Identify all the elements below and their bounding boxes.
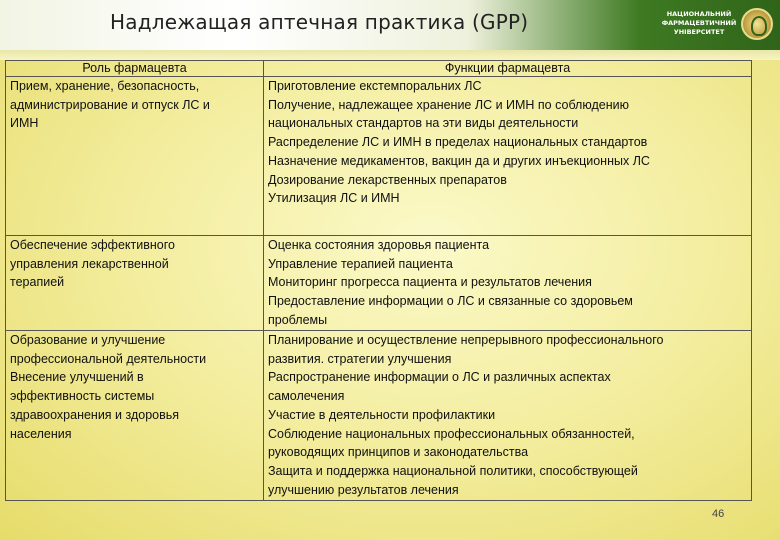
function-line: развития. стратегии улучшения xyxy=(268,351,452,366)
university-seal-icon xyxy=(741,8,773,40)
function-line: Назначение медикаментов, вакцин да и других инъекционных ЛС xyxy=(268,153,650,168)
header-band xyxy=(0,50,780,60)
role-line: Внесение улучшений в xyxy=(10,370,144,385)
gpp-table xyxy=(5,60,752,501)
function-line: Участие в деятельности профилактики xyxy=(268,407,496,422)
logo-line: ФАРМАЦЕВТИЧНИЙ xyxy=(661,19,737,27)
function-line: Утилизация ЛС и ИМН xyxy=(268,191,400,206)
logo-line: УНІВЕРСИТЕТ xyxy=(673,28,725,36)
role-line: управления лекарственной xyxy=(10,256,169,271)
function-line: Защита и поддержка национальной политики, способствующей xyxy=(268,463,638,478)
function-line: Дозирование лекарственных препаратов xyxy=(268,172,507,187)
role-cell xyxy=(6,236,264,331)
function-line: Оценка состояния здоровья пациента xyxy=(268,238,490,252)
function-line: Соблюдение национальных профессиональных обязанностей, xyxy=(268,426,635,441)
role-line: здравоохранения и здоровья xyxy=(10,407,180,422)
role-line: населения xyxy=(10,426,72,441)
role-line: администрирование и отпуск ЛС и xyxy=(10,97,210,112)
role-line: Прием, хранение, безопасность, xyxy=(10,79,200,93)
function-line: Управление терапией пациента xyxy=(268,256,453,271)
function-line: проблемы xyxy=(268,312,328,327)
role-cell xyxy=(6,331,264,501)
function-line: Распространение информации о ЛС и различных аспектах xyxy=(268,370,611,385)
page-title: Надлежащая аптечная практика (GPP) xyxy=(110,10,529,34)
role-line: Обеспечение эффективного xyxy=(10,238,175,252)
function-line: Приготовление екстемпоральних ЛС xyxy=(268,79,482,93)
logo-line: НАЦИОНАЛЬНИЙ xyxy=(666,10,732,18)
table-row xyxy=(6,77,752,236)
university-logo-text xyxy=(658,10,740,37)
function-line: руководящих принципов и законодательства xyxy=(268,445,529,460)
role-cell xyxy=(6,77,264,236)
role-line: терапией xyxy=(10,275,65,290)
column-header-functions: Функции фармацевта xyxy=(264,61,752,77)
functions-cell xyxy=(264,236,752,331)
role-line: Образование и улучшение xyxy=(10,333,166,347)
table-header-row xyxy=(6,61,752,77)
function-line: Планирование и осуществление непрерывного профессионального xyxy=(268,333,664,347)
table-row xyxy=(6,236,752,331)
function-line: Получение, надлежащее хранение ЛС и ИМН по соблюдению xyxy=(268,97,629,112)
functions-cell xyxy=(264,77,752,236)
functions-cell xyxy=(264,331,752,501)
function-line: Распределение ЛС и ИМН в пределах национальных стандартов xyxy=(268,135,648,150)
function-line: улучшению результатов лечения xyxy=(268,482,459,497)
function-line: национальных стандартов на эти виды деятельности xyxy=(268,116,579,131)
function-line: Предоставление информации о ЛС и связанные со здоровьем xyxy=(268,294,633,309)
function-line: самолечения xyxy=(268,389,345,404)
function-line: Мониторинг прогресса пациента и результатов лечения xyxy=(268,275,592,290)
column-header-role: Роль фармацевта xyxy=(6,61,264,77)
role-line: эффективность системы xyxy=(10,389,155,404)
table-row xyxy=(6,331,752,501)
role-line: профессиональной деятельности xyxy=(10,351,207,366)
header-bar xyxy=(0,0,780,50)
role-line: ИМН xyxy=(10,116,39,131)
page-number: 46 xyxy=(712,508,725,520)
